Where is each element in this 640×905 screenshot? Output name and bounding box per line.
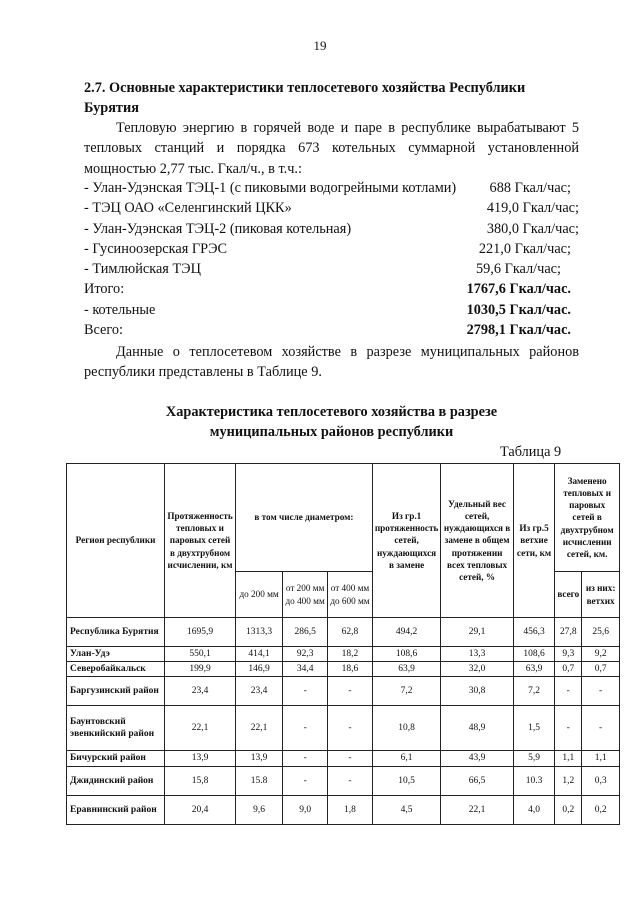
value-cell: - <box>582 677 620 706</box>
value-cell: 0,7 <box>555 662 582 677</box>
source-value: 59,6 Гкал/час; <box>475 261 561 278</box>
value-cell: 92,3 <box>283 647 328 662</box>
value-cell: 63,9 <box>372 662 440 677</box>
table-title-line-2: муниципальных районов республики <box>209 424 454 440</box>
region-cell: Северобайкальск <box>67 662 165 677</box>
value-cell: 0,7 <box>582 662 620 677</box>
section-heading: 2.7. Основные характеристики теплосетевого хозяйства Республики Бурятия <box>84 80 526 117</box>
value-cell: 23,4 <box>165 677 236 706</box>
value-cell: 10,8 <box>372 706 440 751</box>
table-row <box>67 647 620 662</box>
value-cell: 199,9 <box>165 662 236 677</box>
value-cell: 108,6 <box>372 647 440 662</box>
value-cell: 25,6 <box>582 618 620 647</box>
table-row <box>67 677 620 706</box>
value-cell: 9,3 <box>555 647 582 662</box>
header-need-replace: Из гр.1 протяженность сетей, нуждающихся в замене <box>372 464 440 618</box>
region-cell: Бичурский район <box>67 751 165 766</box>
source-name: - Улан-Удэнская ТЭЦ-1 (с пиковыми водогрейными котлами) <box>84 180 457 196</box>
value-cell: 0,2 <box>582 795 620 824</box>
value-cell: - <box>283 766 328 795</box>
value-cell: - <box>328 706 373 751</box>
source-name: - Гусиноозерская ГРЭС <box>84 240 228 257</box>
value-cell: 22,1 <box>236 706 283 751</box>
list-item <box>84 259 579 279</box>
header-replaced-all: всего <box>555 572 582 618</box>
source-value: 1767,6 Гкал/час. <box>466 281 571 298</box>
value-cell: 1,2 <box>555 766 582 795</box>
header-d3: от 400 мм до 600 мм <box>328 572 373 618</box>
value-cell: 10,5 <box>372 766 440 795</box>
region-cell: Улан-Удэ <box>67 647 165 662</box>
table-title <box>84 402 579 442</box>
source-value: 2798,1 Гкал/час. <box>466 322 571 339</box>
header-d2: от 200 мм до 400 мм <box>283 572 328 618</box>
value-cell: 23,4 <box>236 677 283 706</box>
table-label: Таблица 9 <box>500 444 562 460</box>
sources-list <box>84 178 579 340</box>
region-cell: Джидинский район <box>67 766 165 795</box>
value-cell: 0,2 <box>555 795 582 824</box>
value-cell: 20,4 <box>165 795 236 824</box>
value-cell: 9,2 <box>582 647 620 662</box>
value-cell: 15,8 <box>165 766 236 795</box>
value-cell: 7,2 <box>513 677 554 706</box>
source-value: 380,0 Гкал/час; <box>486 220 579 237</box>
value-cell: - <box>582 706 620 751</box>
value-cell: 13,3 <box>441 647 513 662</box>
value-cell: - <box>328 751 373 766</box>
value-cell: 10.3 <box>513 766 554 795</box>
value-cell: 456,3 <box>513 618 554 647</box>
source-name: Всего: <box>84 322 124 339</box>
list-item <box>84 198 579 218</box>
value-cell: - <box>555 706 582 751</box>
value-cell: 9,6 <box>236 795 283 824</box>
region-cell: Республика Бурятия <box>67 618 165 647</box>
source-name: - котельные <box>84 301 156 318</box>
value-cell: 34,4 <box>283 662 328 677</box>
source-value: 688 Гкал/час; <box>489 180 571 196</box>
value-cell: 29,1 <box>441 618 513 647</box>
table-row <box>67 706 620 751</box>
value-cell: 6,1 <box>372 751 440 766</box>
value-cell: 9,0 <box>283 795 328 824</box>
outro-paragraph: Данные о теплосетевом хозяйстве в разрезе муниципальных районов республики представлены в Таблице 9. <box>84 344 579 381</box>
list-item <box>84 300 579 320</box>
value-cell: 1,1 <box>555 751 582 766</box>
source-name: - ТЭЦ ОАО «Селенгинский ЦКК» <box>84 200 292 217</box>
table-row <box>67 766 620 795</box>
value-cell: 1,5 <box>513 706 554 751</box>
region-cell: Баунтовский эвенкийский район <box>67 706 165 751</box>
value-cell: 62,8 <box>328 618 373 647</box>
value-cell: 63,9 <box>513 662 554 677</box>
table-row <box>67 662 620 677</box>
list-item <box>84 219 579 239</box>
value-cell: 494,2 <box>372 618 440 647</box>
value-cell: - <box>328 766 373 795</box>
value-cell: 414,1 <box>236 647 283 662</box>
header-diameter: в том числе диаметром: <box>236 464 373 572</box>
value-cell: 32,0 <box>441 662 513 677</box>
source-name: Итого: <box>84 281 125 298</box>
table-row <box>67 751 620 766</box>
list-item <box>84 320 579 340</box>
value-cell: 108,6 <box>513 647 554 662</box>
value-cell: 15.8 <box>236 766 283 795</box>
value-cell: 13,9 <box>165 751 236 766</box>
value-cell: 550,1 <box>165 647 236 662</box>
value-cell: 146,9 <box>236 662 283 677</box>
value-cell: - <box>555 677 582 706</box>
table-title-line-1: Характеристика теплосетевого хозяйства в разрезе <box>165 404 498 420</box>
source-value: 1030,5 Гкал/час. <box>466 301 571 318</box>
source-name: - Улан-Удэнская ТЭЦ-2 (пиковая котельная) <box>84 220 352 237</box>
source-name: - Тимлюйская ТЭЦ <box>84 261 201 278</box>
header-length: Протяженность тепловых и паровых сетей в двухтрубном исчислении, км <box>165 464 236 618</box>
region-cell: Еравнинский район <box>67 795 165 824</box>
value-cell: 18,2 <box>328 647 373 662</box>
network-table <box>66 463 620 825</box>
value-cell: 22,1 <box>165 706 236 751</box>
value-cell: 1695,9 <box>165 618 236 647</box>
value-cell: 48,9 <box>441 706 513 751</box>
list-item <box>84 239 579 259</box>
value-cell: 5,9 <box>513 751 554 766</box>
value-cell: 22,1 <box>441 795 513 824</box>
value-cell: 4,0 <box>513 795 554 824</box>
value-cell: 4,5 <box>372 795 440 824</box>
header-region: Регион республики <box>67 464 165 618</box>
value-cell: 13,9 <box>236 751 283 766</box>
value-cell: 1,1 <box>582 751 620 766</box>
value-cell: 18,6 <box>328 662 373 677</box>
value-cell: 66,5 <box>441 766 513 795</box>
value-cell: - <box>328 677 373 706</box>
value-cell: - <box>283 706 328 751</box>
value-cell: 30,8 <box>441 677 513 706</box>
value-cell: 43,9 <box>441 751 513 766</box>
list-item <box>84 279 579 299</box>
value-cell: 0,3 <box>582 766 620 795</box>
value-cell: 27,8 <box>555 618 582 647</box>
value-cell: 7,2 <box>372 677 440 706</box>
source-value: 419,0 Гкал/час; <box>486 200 579 217</box>
table-row <box>67 618 620 647</box>
value-cell: 286,5 <box>283 618 328 647</box>
list-item <box>84 178 579 198</box>
header-replaced: Заменено тепловых и паровых сетей в двухтрубном исчислении сетей, км. <box>555 464 620 572</box>
header-share: Удельный вес сетей, нуждающихся в замене в общем протяжении всех тепловых сетей, % <box>441 464 513 618</box>
header-old: Из гр.5 ветхие сети, км <box>513 464 554 618</box>
source-value: 221,0 Гкал/час; <box>478 240 571 257</box>
region-cell: Баргузинский район <box>67 677 165 706</box>
value-cell: - <box>283 677 328 706</box>
header-replaced-old: из них: ветхих <box>582 572 620 618</box>
table-row <box>67 795 620 824</box>
header-d1: до 200 мм <box>236 572 283 618</box>
page-number: 19 <box>313 38 327 53</box>
value-cell: 1313,3 <box>236 618 283 647</box>
intro-paragraph: Тепловую энергию в горячей воде и паре в республике вырабатывают 5 тепловых станций и порядка 673 котельных суммарной установленной мощностью 2,77 тыс. Гкал/ч., в т.ч.: <box>84 120 579 177</box>
value-cell: - <box>283 751 328 766</box>
value-cell: 1,8 <box>328 795 373 824</box>
